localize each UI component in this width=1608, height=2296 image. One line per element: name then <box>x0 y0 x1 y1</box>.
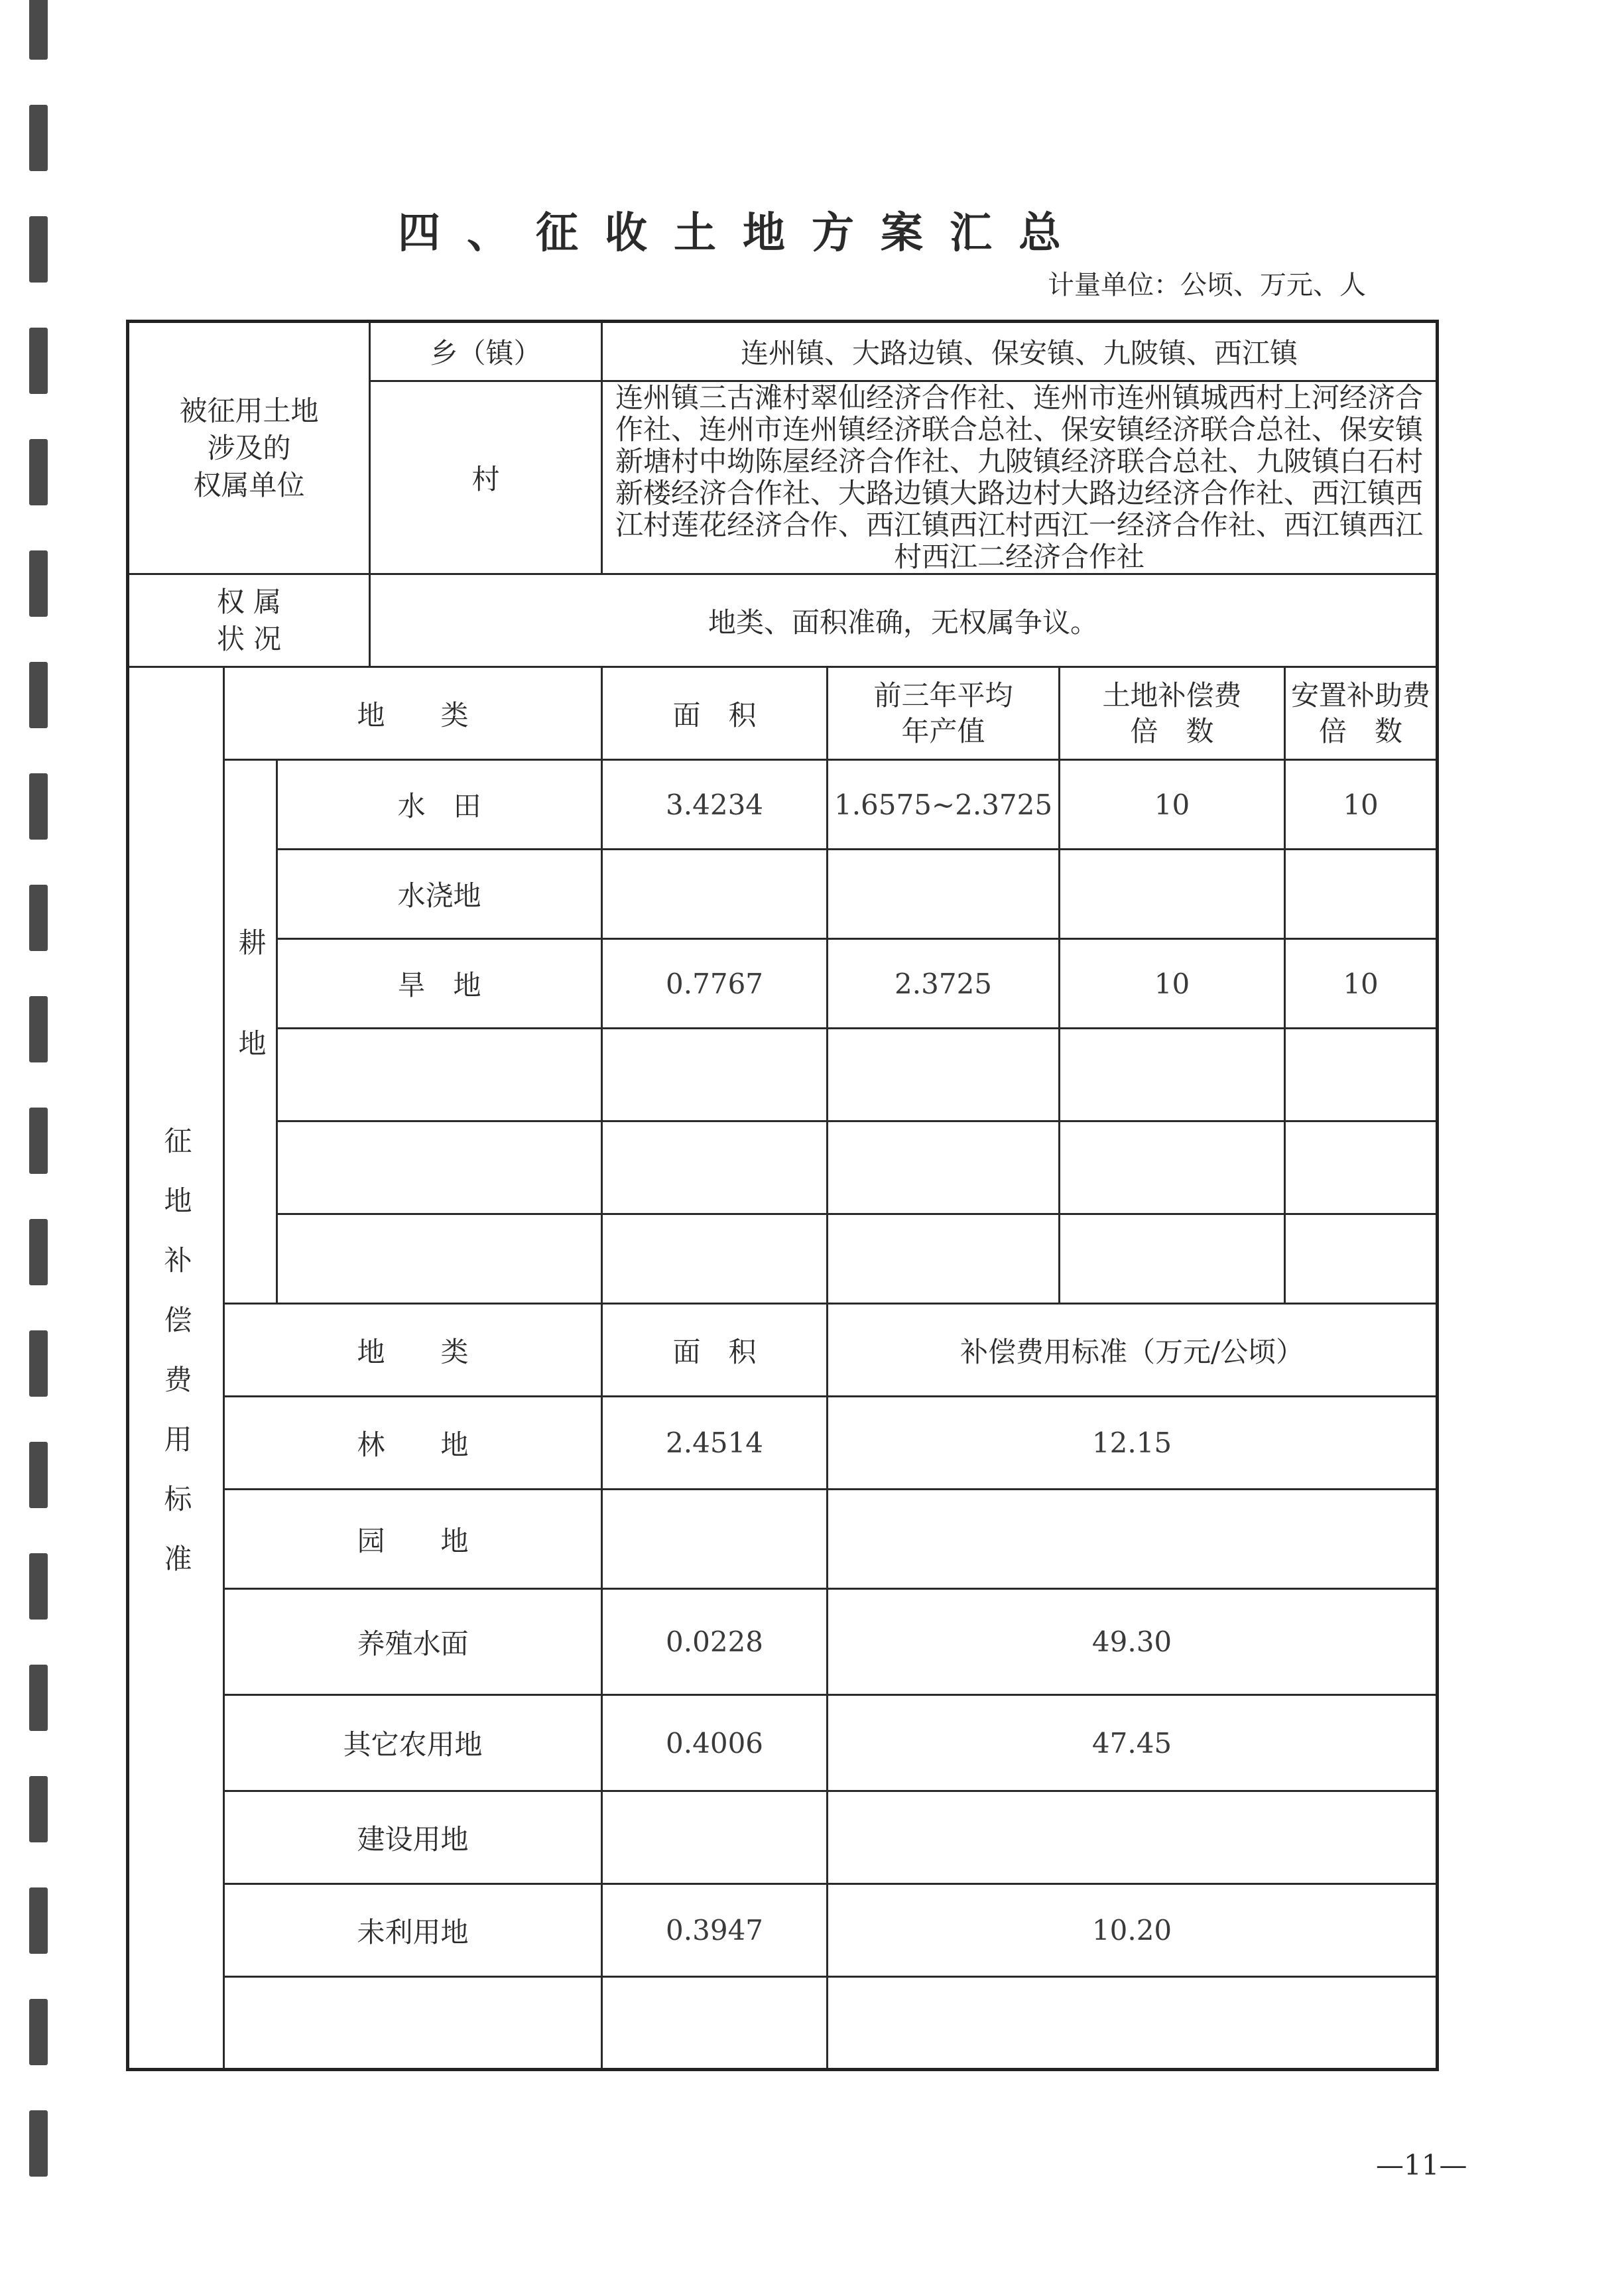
binder-hole <box>29 662 48 728</box>
output-cell <box>828 850 1060 939</box>
table-row <box>128 1490 1438 1589</box>
header2-land-type: 地 类 <box>224 1304 602 1397</box>
area-cell <box>602 1490 828 1589</box>
area-cell <box>602 1791 828 1884</box>
land-type-cell <box>277 1121 602 1214</box>
land-type-cell: 其它农用地 <box>224 1695 602 1791</box>
standard-cell <box>828 1490 1438 1589</box>
output-cell <box>828 1121 1060 1214</box>
land-type-cell: 水 田 <box>277 760 602 850</box>
land-type-cell: 养殖水面 <box>224 1589 602 1695</box>
table-row <box>128 1214 1438 1304</box>
status-value: 地类、面积准确，无权属争议。 <box>370 574 1438 667</box>
binder-hole <box>29 1999 48 2065</box>
binder-hole <box>29 216 48 283</box>
land-multiple-cell: 10 <box>1060 939 1285 1029</box>
table-row <box>128 1589 1438 1695</box>
output-cell <box>828 1214 1060 1304</box>
area-cell: 0.4006 <box>602 1695 828 1791</box>
header-land-multiple: 土地补偿费 倍 数 <box>1060 667 1285 760</box>
cultivated-label <box>224 760 277 1304</box>
table-row <box>128 1397 1438 1490</box>
header2-area: 面 积 <box>602 1304 828 1397</box>
land-type-cell: 水浇地 <box>277 850 602 939</box>
binder-hole <box>29 1665 48 1731</box>
standard-cell: 47.45 <box>828 1695 1438 1791</box>
land-type-cell: 林 地 <box>224 1397 602 1490</box>
village-value: 连州镇三古滩村翠仙经济合作社、连州市连州镇城西村上河经济合作社、连州市连州镇经济联合总社、保安镇经济联合总社、保安镇新塘村中坳陈屋经济合作社、九陂镇经济联合总社、九陂镇白石村新楼经济合作社、大路边镇大路边村大路边经济合作社、西江镇西江村莲花经济合作、西江镇西江村西江一经济合作社、西江镇西江村西江二经济合作社 <box>602 381 1438 574</box>
land-type-cell: 建设用地 <box>224 1791 602 1884</box>
binder-holes <box>29 0 56 2296</box>
standard-cell: 10.20 <box>828 1884 1438 1977</box>
standard-cell: 12.15 <box>828 1397 1438 1490</box>
land-multiple-cell: 10 <box>1060 760 1285 850</box>
status-row <box>128 574 1438 667</box>
header2-standard: 补偿费用标准（万元/公顷） <box>828 1304 1438 1397</box>
land-type-cell: 园 地 <box>224 1490 602 1589</box>
land-type-cell <box>277 1029 602 1121</box>
page-number: —11— <box>1376 2149 1467 2181</box>
village-label: 村 <box>370 381 602 574</box>
table-row <box>128 850 1438 939</box>
binder-hole <box>29 1442 48 1508</box>
binder-hole <box>29 1219 48 1285</box>
resettle-multiple-cell <box>1285 1029 1438 1121</box>
resettle-multiple-cell <box>1285 1121 1438 1214</box>
binder-hole <box>29 885 48 951</box>
township-value: 连州镇、大路边镇、保安镇、九陂镇、西江镇 <box>602 322 1438 381</box>
table-row <box>128 939 1438 1029</box>
header-avg-output: 前三年平均 年产值 <box>828 667 1060 760</box>
binder-hole <box>29 1330 48 1397</box>
units-note: 计量单位：公顷、万元、人 <box>1048 270 1366 300</box>
binder-hole <box>29 0 48 60</box>
land-acquisition-table <box>126 320 1439 2071</box>
cultivated-header-row <box>128 667 1438 760</box>
area-cell: 0.7767 <box>602 939 828 1029</box>
status-label: 权 属 状 况 <box>128 574 370 667</box>
standard-cell: 49.30 <box>828 1589 1438 1695</box>
binder-hole <box>29 1108 48 1174</box>
area-cell <box>602 1214 828 1304</box>
area-cell: 0.0228 <box>602 1589 828 1695</box>
compensation-side-text: 征地补偿费用标准 <box>160 1125 193 1604</box>
header-land-type: 地 类 <box>224 667 602 760</box>
binder-hole <box>29 1553 48 1620</box>
table-row <box>128 1977 1438 2070</box>
table-row <box>128 1695 1438 1791</box>
binder-hole <box>29 1776 48 1842</box>
resettle-multiple-cell <box>1285 1214 1438 1304</box>
binder-hole <box>29 1887 48 1954</box>
land-multiple-cell <box>1060 1029 1285 1121</box>
other-header-row <box>128 1304 1438 1397</box>
land-type-cell: 旱 地 <box>277 939 602 1029</box>
binder-hole <box>29 105 48 171</box>
binder-hole <box>29 2110 48 2177</box>
compensation-side-label <box>128 667 224 2070</box>
table-row <box>128 1121 1438 1214</box>
area-cell: 2.4514 <box>602 1397 828 1490</box>
resettle-multiple-cell: 10 <box>1285 760 1438 850</box>
binder-hole <box>29 328 48 394</box>
area-cell: 3.4234 <box>602 760 828 850</box>
table-row <box>128 1029 1438 1121</box>
township-label: 乡（镇） <box>370 322 602 381</box>
header-area: 面 积 <box>602 667 828 760</box>
table-row <box>128 760 1438 850</box>
table-row <box>128 1884 1438 1977</box>
cultivated-label-text: 耕地 <box>234 927 267 1129</box>
township-row <box>128 322 1438 381</box>
land-multiple-cell <box>1060 1121 1285 1214</box>
resettle-multiple-cell <box>1285 850 1438 939</box>
table-row <box>128 1791 1438 1884</box>
land-multiple-cell <box>1060 1214 1285 1304</box>
area-cell <box>602 850 828 939</box>
output-cell: 1.6575~2.3725 <box>828 760 1060 850</box>
binder-hole <box>29 439 48 505</box>
output-cell <box>828 1029 1060 1121</box>
page-title: 四、征收土地方案汇总 <box>398 208 1087 258</box>
standard-cell <box>828 1791 1438 1884</box>
standard-cell <box>828 1977 1438 2070</box>
area-cell <box>602 1977 828 2070</box>
land-type-cell <box>277 1214 602 1304</box>
area-cell: 0.3947 <box>602 1884 828 1977</box>
land-type-cell: 未利用地 <box>224 1884 602 1977</box>
resettle-multiple-cell: 10 <box>1285 939 1438 1029</box>
binder-hole <box>29 550 48 617</box>
area-cell <box>602 1121 828 1214</box>
area-cell <box>602 1029 828 1121</box>
land-multiple-cell <box>1060 850 1285 939</box>
binder-hole <box>29 996 48 1062</box>
binder-hole <box>29 773 48 840</box>
land-type-cell <box>224 1977 602 2070</box>
output-cell: 2.3725 <box>828 939 1060 1029</box>
header-resettle-multiple: 安置补助费 倍 数 <box>1285 667 1438 760</box>
ownership-group-label: 被征用土地 涉及的 权属单位 <box>128 322 370 574</box>
